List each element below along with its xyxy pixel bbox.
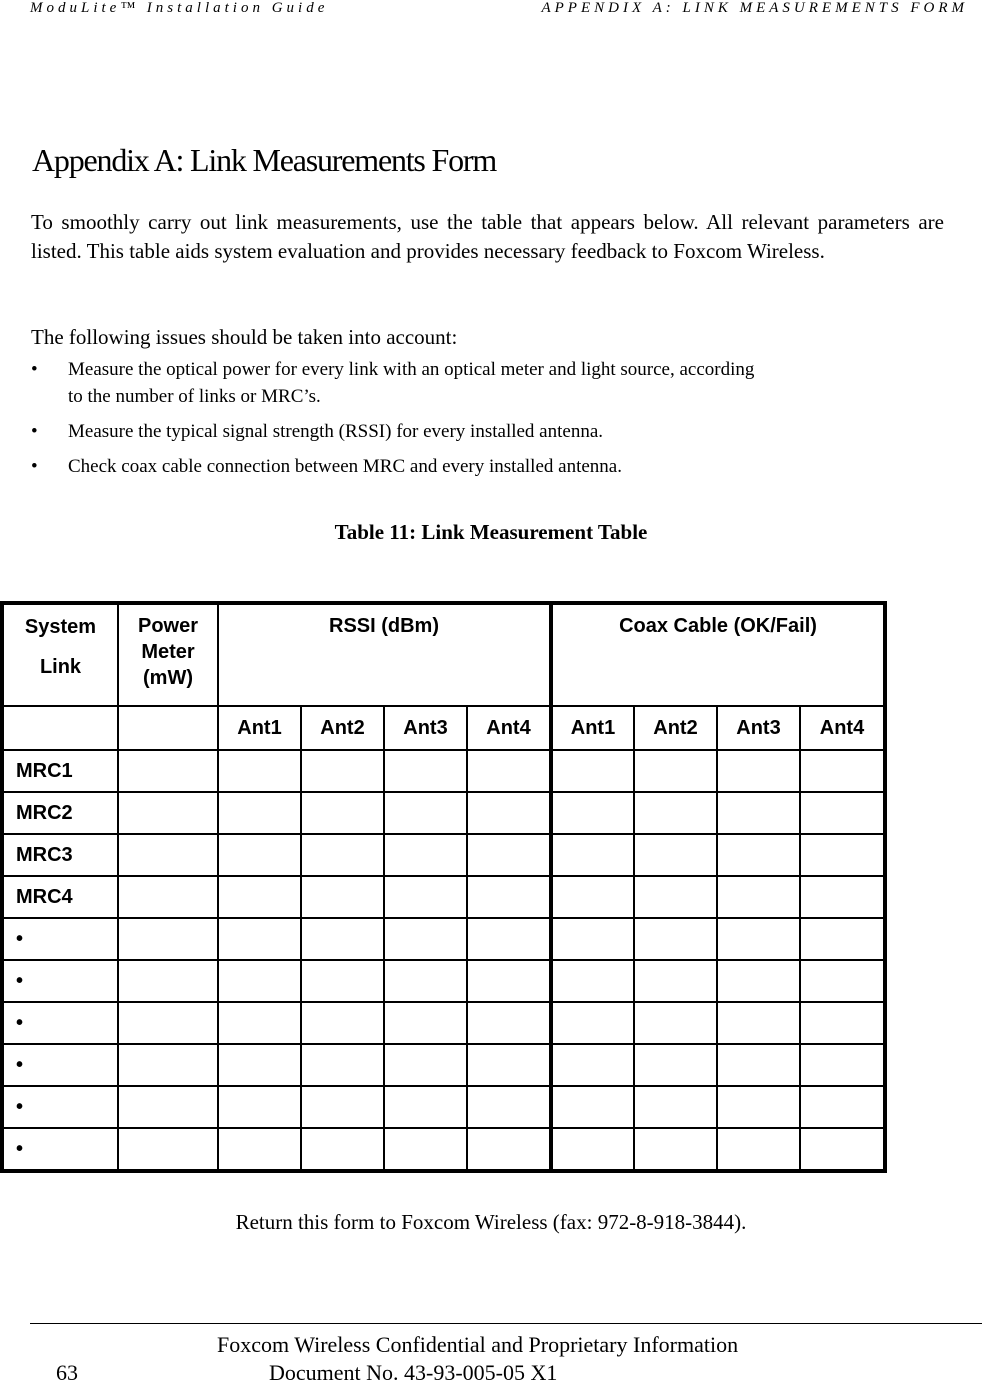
table-row (2, 1086, 885, 1128)
table-header-row (2, 603, 885, 706)
table-row (2, 1002, 885, 1044)
footer-confidential: Foxcom Wireless Confidential and Proprietary Information (217, 1332, 739, 1357)
issues-list (31, 356, 931, 488)
row-label: • (2, 960, 118, 1002)
header-rssi-label: RSSI (dBm) (329, 615, 439, 637)
row-label: MRC2 (2, 792, 118, 834)
entry-cell[interactable] (218, 792, 301, 834)
entry-cell[interactable] (218, 876, 301, 918)
header-unit-label: (mW) (143, 667, 193, 689)
entry-cell[interactable] (717, 1086, 800, 1128)
coax-ant3-header: Ant3 (717, 706, 800, 750)
entry-cell[interactable] (218, 918, 301, 960)
entry-cell[interactable] (218, 1002, 301, 1044)
entry-cell[interactable] (551, 1128, 634, 1171)
entry-cell[interactable] (551, 750, 634, 792)
entry-cell[interactable] (717, 792, 800, 834)
header-power-label: Power (137, 615, 199, 637)
table-row (2, 960, 885, 1002)
issues-heading: The following issues should be taken into account: (31, 325, 458, 349)
entry-cell[interactable] (800, 1044, 885, 1086)
entry-cell[interactable] (118, 1128, 218, 1171)
table-row (2, 834, 885, 876)
entry-cell[interactable] (218, 834, 301, 876)
entry-cell[interactable] (717, 960, 800, 1002)
entry-cell[interactable] (118, 1044, 218, 1086)
header-coax-label: Coax Cable (OK/Fail) (619, 615, 817, 637)
row-label: MRC1 (2, 750, 118, 792)
row-label: • (2, 918, 118, 960)
entry-cell[interactable] (301, 1086, 384, 1128)
list-item-text: Check coax cable connection between MRC and every installed antenna. (68, 456, 622, 477)
entry-cell[interactable] (118, 834, 218, 876)
list-item (31, 453, 931, 480)
list-item-text: Measure the optical power for every link with an optical meter and light source, according (68, 359, 755, 380)
footer-document-number: Document No. 43-93-005-05 X1 (269, 1360, 558, 1385)
entry-cell[interactable] (384, 1044, 467, 1086)
rssi-ant3-header: Ant3 (384, 706, 467, 750)
entry-cell[interactable] (384, 834, 467, 876)
table-row (2, 918, 885, 960)
header-system-link (2, 603, 118, 706)
entry-cell[interactable] (301, 1002, 384, 1044)
entry-cell[interactable] (467, 1002, 551, 1044)
entry-cell[interactable] (800, 1086, 885, 1128)
entry-cell[interactable] (634, 792, 717, 834)
header-coax-group (551, 603, 885, 706)
header-meter-label: Meter (141, 641, 195, 663)
entry-cell[interactable] (301, 792, 384, 834)
entry-cell[interactable] (467, 792, 551, 834)
entry-cell[interactable] (800, 918, 885, 960)
rssi-ant1-header: Ant1 (218, 706, 301, 750)
entry-cell[interactable] (118, 750, 218, 792)
entry-cell[interactable] (634, 876, 717, 918)
coax-ant4-header: Ant4 (800, 706, 885, 750)
intro-paragraph: To smoothly carry out link measurements, use the table that appears below. All relevant parameters are listed. This table aids system evaluation and provides necessary feedback to Foxcom Wireless. (31, 210, 944, 263)
list-item-text-cont: to the number of links or MRC’s. (68, 386, 321, 407)
table-subheader-row (2, 706, 885, 750)
entry-cell[interactable] (551, 918, 634, 960)
entry-cell[interactable] (800, 960, 885, 1002)
entry-cell[interactable] (800, 750, 885, 792)
running-head-left: ModuLite™ Installation Guide (30, 0, 329, 16)
entry-cell[interactable] (800, 1002, 885, 1044)
entry-cell[interactable] (118, 792, 218, 834)
entry-cell[interactable] (301, 876, 384, 918)
entry-cell[interactable] (467, 876, 551, 918)
entry-cell[interactable] (467, 1128, 551, 1171)
entry-cell[interactable] (467, 1044, 551, 1086)
entry-cell[interactable] (800, 876, 885, 918)
entry-cell[interactable] (467, 834, 551, 876)
entry-cell[interactable] (384, 792, 467, 834)
list-item-text: Measure the typical signal strength (RSSI) for every installed antenna. (68, 421, 604, 442)
entry-cell[interactable] (384, 1002, 467, 1044)
return-note: Return this form to Foxcom Wireless (fax: 972-8-918-3844). (235, 1210, 747, 1234)
entry-cell[interactable] (800, 834, 885, 876)
entry-cell[interactable] (384, 1128, 467, 1171)
entry-cell[interactable] (717, 750, 800, 792)
entry-cell[interactable] (717, 918, 800, 960)
entry-cell[interactable] (634, 1002, 717, 1044)
entry-cell[interactable] (634, 960, 717, 1002)
table-body (2, 750, 885, 1171)
entry-cell[interactable] (634, 750, 717, 792)
list-item (31, 418, 931, 445)
coax-ant2-header: Ant2 (634, 706, 717, 750)
header-power-meter (118, 603, 218, 706)
entry-cell[interactable] (717, 1128, 800, 1171)
bullet-icon: • (31, 359, 38, 380)
bullet-icon: • (31, 456, 38, 477)
entry-cell[interactable] (551, 1044, 634, 1086)
row-label: MRC3 (2, 834, 118, 876)
row-label: MRC4 (2, 876, 118, 918)
entry-cell[interactable] (551, 960, 634, 1002)
table-row (2, 792, 885, 834)
entry-cell[interactable] (800, 1128, 885, 1171)
entry-cell[interactable] (467, 750, 551, 792)
entry-cell[interactable] (634, 918, 717, 960)
entry-cell[interactable] (551, 1086, 634, 1128)
entry-cell[interactable] (301, 750, 384, 792)
entry-cell[interactable] (634, 1086, 717, 1128)
running-head (30, 0, 968, 20)
entry-cell[interactable] (717, 834, 800, 876)
entry-cell[interactable] (301, 960, 384, 1002)
header-rssi-group (218, 603, 551, 706)
entry-cell[interactable] (634, 834, 717, 876)
entry-cell[interactable] (218, 1044, 301, 1086)
entry-cell[interactable] (717, 1044, 800, 1086)
entry-cell[interactable] (118, 1086, 218, 1128)
entry-cell[interactable] (551, 834, 634, 876)
entry-cell[interactable] (467, 918, 551, 960)
table-row (2, 1044, 885, 1086)
page-title: Appendix A: Link Measurements Form (32, 142, 497, 178)
table-row (2, 876, 885, 918)
row-label: • (2, 1128, 118, 1171)
entry-cell[interactable] (118, 918, 218, 960)
entry-cell[interactable] (301, 918, 384, 960)
entry-cell[interactable] (218, 1128, 301, 1171)
entry-cell[interactable] (551, 792, 634, 834)
entry-cell[interactable] (118, 876, 218, 918)
entry-cell[interactable] (301, 1044, 384, 1086)
footer-divider (30, 1323, 982, 1324)
entry-cell[interactable] (717, 876, 800, 918)
entry-cell[interactable] (218, 1086, 301, 1128)
entry-cell[interactable] (551, 1002, 634, 1044)
entry-cell[interactable] (218, 960, 301, 1002)
table-caption: Table 11: Link Measurement Table (334, 520, 648, 544)
entry-cell[interactable] (384, 1086, 467, 1128)
row-label: • (2, 1086, 118, 1128)
entry-cell[interactable] (301, 1128, 384, 1171)
header-link-label: Link (39, 656, 82, 678)
header-system-label: System (24, 616, 97, 638)
subheader-empty (118, 706, 218, 750)
page-number: 63 (56, 1360, 78, 1385)
entry-cell[interactable] (384, 750, 467, 792)
list-item (31, 356, 931, 410)
entry-cell[interactable] (218, 750, 301, 792)
subheader-empty (2, 706, 118, 750)
entry-cell[interactable] (384, 876, 467, 918)
row-label: • (2, 1002, 118, 1044)
entry-cell[interactable] (301, 834, 384, 876)
entry-cell[interactable] (717, 1002, 800, 1044)
table-row (2, 750, 885, 792)
row-label: • (2, 1044, 118, 1086)
entry-cell[interactable] (118, 960, 218, 1002)
entry-cell[interactable] (800, 792, 885, 834)
entry-cell[interactable] (118, 1002, 218, 1044)
entry-cell[interactable] (634, 1128, 717, 1171)
rssi-ant2-header: Ant2 (301, 706, 384, 750)
entry-cell[interactable] (384, 918, 467, 960)
bullet-icon: • (31, 421, 38, 442)
table-row (2, 1128, 885, 1171)
entry-cell[interactable] (467, 1086, 551, 1128)
entry-cell[interactable] (467, 960, 551, 1002)
entry-cell[interactable] (384, 960, 467, 1002)
rssi-ant4-header: Ant4 (467, 706, 551, 750)
coax-ant1-header: Ant1 (551, 706, 634, 750)
entry-cell[interactable] (551, 876, 634, 918)
running-head-right: APPENDIX A: LINK MEASUREMENTS FORM (541, 0, 968, 16)
link-measurement-table (0, 601, 887, 1173)
entry-cell[interactable] (634, 1044, 717, 1086)
